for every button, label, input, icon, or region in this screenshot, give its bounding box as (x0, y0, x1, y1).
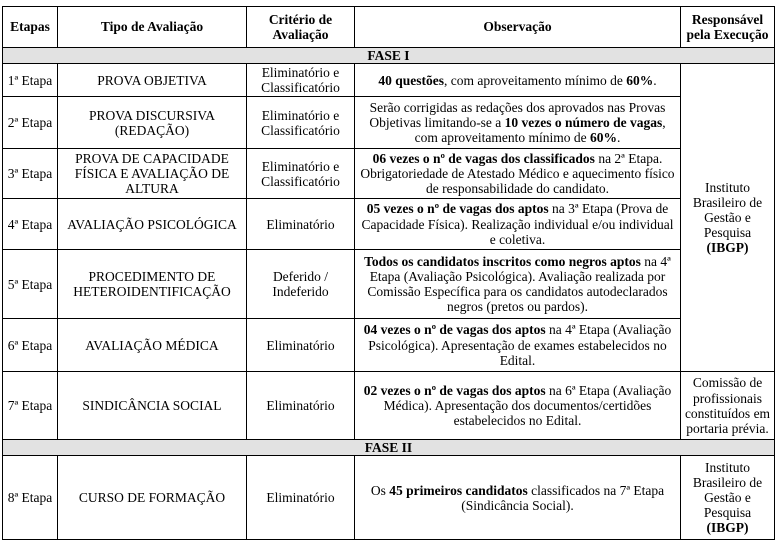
stage-cell: 3ª Etapa (3, 149, 58, 199)
stage-cell: 5ª Etapa (3, 250, 58, 319)
observation-cell (355, 456, 681, 540)
criterion-cell: Eliminatório e Classificatório (247, 64, 355, 97)
observation-emphasis: 40 questões (378, 72, 445, 88)
responsible-name: Instituto Brasileiro de Gestão e Pesquisa (692, 459, 763, 521)
stage-cell: 4ª Etapa (3, 199, 58, 250)
evaluation-type-cell: AVALIAÇÃO MÉDICA (58, 319, 247, 372)
phase-row-1 (3, 48, 775, 64)
observation-emphasis: 05 vezes o nº de vagas dos aptos (366, 201, 549, 217)
observation-text: na 4ª Etapa (Avaliação Psicológica). Apresentação de exames estabelecidos no Edital. (368, 322, 672, 368)
observation-cell (355, 199, 681, 250)
responsible-cell-ibgp-2 (681, 456, 775, 540)
responsible-acronym: (IBGP) (706, 240, 749, 256)
stage-cell: 2ª Etapa (3, 97, 58, 149)
responsible-cell-ibgp (681, 64, 775, 372)
observation-cell (355, 250, 681, 319)
table-row (3, 250, 775, 319)
header-tipo-avaliacao: Tipo de Avaliação (58, 7, 247, 48)
evaluation-type-cell: SINDICÂNCIA SOCIAL (58, 372, 247, 440)
evaluation-type-cell: PROVA OBJETIVA (58, 64, 247, 97)
observation-text: na 2ª Etapa. Obrigatoriedade de Atestado Médico e aquecimento físico de responsabilidade do candidato. (360, 150, 675, 197)
criterion-cell: Eliminatório e Classificatório (247, 149, 355, 199)
evaluation-type-cell: PROVA DISCURSIVA (REDAÇÃO) (58, 97, 247, 149)
criterion-cell: Eliminatório e Classificatório (247, 97, 355, 149)
observation-emphasis: Todos os candidatos inscritos como negros aptos (364, 253, 641, 269)
phase-label: FASE I (3, 48, 775, 64)
observation-cell (355, 64, 681, 97)
criterion-cell: Eliminatório (247, 456, 355, 540)
criterion-cell: Eliminatório (247, 199, 355, 250)
table-row (3, 372, 775, 440)
stage-cell: 8ª Etapa (3, 456, 58, 540)
observation-emphasis: 10 vezes o número de vagas (504, 115, 663, 131)
observation-emphasis: 45 primeiros candidatos (389, 482, 528, 498)
criterion-cell: Eliminatório (247, 319, 355, 372)
stage-cell: 7ª Etapa (3, 372, 58, 440)
table-row (3, 319, 775, 372)
evaluation-type-cell: PROVA DE CAPACIDADE FÍSICA E AVALIAÇÃO DE ALTURA (58, 149, 247, 199)
observation-emphasis: 06 vezes o nº de vagas dos classificados (372, 150, 595, 166)
phase-row-2 (3, 440, 775, 456)
evaluation-type-cell: CURSO DE FORMAÇÃO (58, 456, 247, 540)
observation-text: na 6ª Etapa (Avaliação Médica). Apresentação dos documentos/certidões estabelecidos no Edital. (383, 382, 672, 429)
observation-text: na 3ª Etapa (Prova de Capacidade Física). Realização individual e/ou individual e coletiva. (361, 201, 674, 247)
observation-emphasis: 04 vezes o nº de vagas dos aptos (363, 322, 546, 338)
observation-cell (355, 149, 681, 199)
header-observacao: Observação (355, 7, 681, 48)
observation-text: , com aproveitamento mínimo de (414, 115, 666, 146)
evaluation-type-cell: PROCEDIMENTO DE HETEROIDENTIFICAÇÃO (58, 250, 247, 319)
responsible-cell-comissao: Comissão de profissionais constituídos em portaria prévia. (681, 372, 775, 440)
observation-text: Os (370, 482, 390, 498)
header-criterio-avaliacao: Critério de Avaliação (247, 7, 355, 48)
phase-label: FASE II (3, 440, 775, 456)
observation-text: classificados na 7ª Etapa (Sindicância Social). (461, 482, 665, 513)
observation-text: Serão corrigidas as redações dos aprovados nas Provas Objetivas limitando-se a (369, 99, 666, 131)
table-row (3, 97, 775, 149)
observation-text: , com aproveitamento mínimo de (444, 72, 627, 88)
criterion-cell: Deferido / Indeferido (247, 250, 355, 319)
criterion-cell: Eliminatório (247, 372, 355, 440)
header-responsavel: Responsável pela Execução (681, 7, 775, 48)
observation-text: na 4ª Etapa (Avaliação Psicológica). Avaliação realizada por Comissão Específica para os candidatos autodeclarados negros (pretos ou pardos). (367, 253, 671, 315)
table-row (3, 456, 775, 540)
table-header-row (3, 7, 775, 48)
observation-emphasis: 02 vezes o nº de vagas dos aptos (363, 382, 546, 398)
header-etapas: Etapas (3, 7, 58, 48)
table-row (3, 149, 775, 199)
stage-cell: 6ª Etapa (3, 319, 58, 372)
responsible-name: Instituto Brasileiro de Gestão e Pesquisa (692, 179, 763, 241)
evaluation-type-cell: AVALIAÇÃO PSICOLÓGICA (58, 199, 247, 250)
table-row (3, 64, 775, 97)
observation-cell (355, 97, 681, 149)
observation-cell (355, 319, 681, 372)
observation-emphasis: 60% (590, 130, 618, 146)
table-row (3, 199, 775, 250)
observation-text: . (617, 130, 621, 146)
observation-text: . (653, 72, 657, 88)
observation-cell (355, 372, 681, 440)
evaluation-stages-table (2, 6, 775, 540)
observation-emphasis: 60% (626, 72, 654, 88)
stage-cell: 1ª Etapa (3, 64, 58, 97)
responsible-acronym: (IBGP) (706, 520, 749, 536)
